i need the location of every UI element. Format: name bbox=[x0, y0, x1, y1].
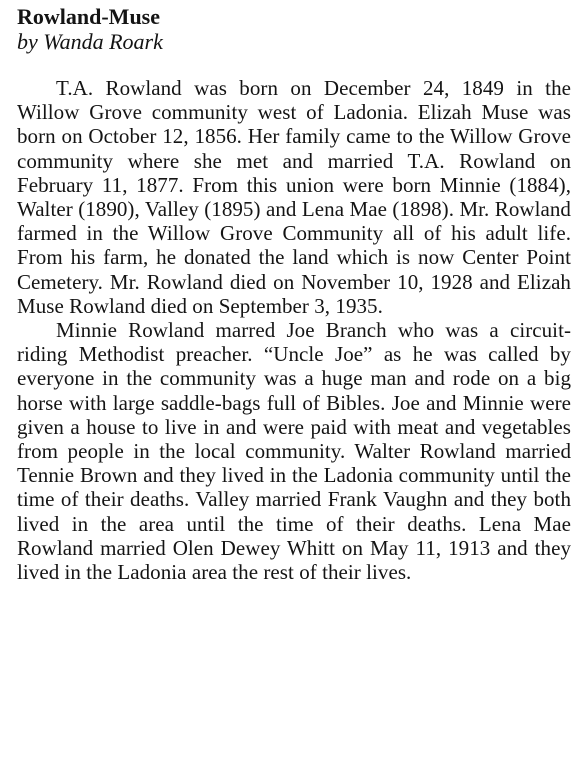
article-paragraph-1: T.A. Rowland was born on December 24, 1849 in the Willow Grove community west of Ladonia. Elizah Muse was born on October 12, 1856. Her family came to the Willow Grove community where she met and married T.A. Rowland on February 11, 1877. From this union were born Minnie (1884), Walter (1890), Valley (1895) and Lena Mae (1898). Mr. Rowland farmed in the Willow Grove Community all of his adult life. From his farm, he donated the land which is now Center Point Cemetery. Mr. Rowland died on November 10, 1928 and Elizah Muse Rowland died on September 3, 1935. bbox=[17, 76, 571, 318]
article-paragraph-2: Minnie Rowland marred Joe Branch who was a circuit-riding Methodist preacher. “Uncle Joe” as he was called by everyone in the community was a huge man and rode on a big horse with large saddle-bags full of Bibles. Joe and Minnie were given a house to live in and were paid with meat and vegetables from people in the local community. Walter Rowland married Tennie Brown and they lived in the Ladonia community until the time of their deaths. Valley married Frank Vaughn and they both lived in the area until the time of their deaths. Lena Mae Rowland married Olen Dewey Whitt on May 11, 1913 and they lived in the Ladonia area the rest of their lives. bbox=[17, 318, 571, 585]
article-byline: by Wanda Roark bbox=[17, 29, 163, 54]
article-title: Rowland-Muse bbox=[17, 4, 161, 29]
article bbox=[17, 4, 571, 584]
